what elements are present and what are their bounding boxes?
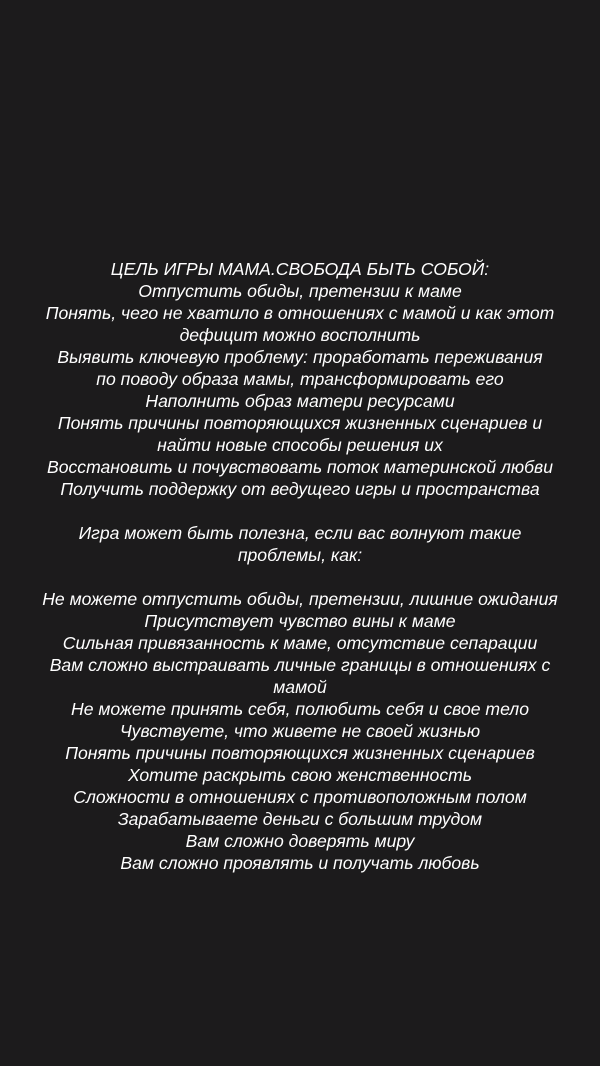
- goal-line: Понять, чего не хватило в отношениях с мамой и как этот: [45, 303, 555, 323]
- problem-line: Сильная привязанность к маме, отсутствие сепарации: [62, 633, 538, 653]
- paragraph-gap: [20, 566, 580, 588]
- goal-line: найти новые способы решения их: [157, 435, 443, 455]
- goal-line: по поводу образа мамы, трансформировать его: [96, 369, 504, 389]
- problem-line: Не можете принять себя, полюбить себя и свое тело: [70, 699, 529, 719]
- problem-line: Присутствует чувство вины к маме: [144, 611, 456, 631]
- goal-line: Понять причины повторяющихся жизненных сценариев и: [57, 413, 543, 433]
- goals-title: ЦЕЛЬ ИГРЫ МАМА.СВОБОДА БЫТЬ СОБОЙ:: [110, 259, 490, 279]
- problem-line: мамой: [273, 677, 327, 697]
- problem-line: Вам сложно доверять миру: [185, 831, 415, 851]
- problem-line: Вам сложно проявлять и получать любовь: [120, 853, 480, 873]
- problem-line: Вам сложно выстраивать личные границы в отношениях с: [49, 655, 551, 675]
- intro-line: Игра может быть полезна, если вас волнуют такие: [78, 523, 522, 543]
- problem-line: Не можете отпустить обиды, претензии, лишние ожидания: [42, 589, 558, 609]
- problem-line: Понять причины повторяющихся жизненных сценариев: [65, 743, 535, 763]
- goal-line: Отпустить обиды, претензии к маме: [138, 281, 462, 301]
- problem-line: Хотите раскрыть свою женственность: [127, 765, 473, 785]
- goal-line: Восстановить и почувствовать поток материнской любви: [46, 457, 554, 477]
- intro-line: проблемы, как:: [237, 545, 363, 565]
- goal-line: Наполнить образ матери ресурсами: [145, 391, 455, 411]
- goal-line: Получить поддержку от ведущего игры и пространства: [60, 479, 540, 499]
- problem-line: Сложности в отношениях с противоположным полом: [73, 787, 527, 807]
- paragraph-gap: [20, 500, 580, 522]
- story-text-block: [20, 258, 580, 874]
- problem-line: Зарабатываете деньги с большим трудом: [117, 809, 483, 829]
- goal-line: Выявить ключевую проблему: проработать переживания: [57, 347, 543, 367]
- problem-line: Чувствуете, что живете не своей жизнью: [119, 721, 481, 741]
- goal-line: дефицит можно восполнить: [179, 325, 421, 345]
